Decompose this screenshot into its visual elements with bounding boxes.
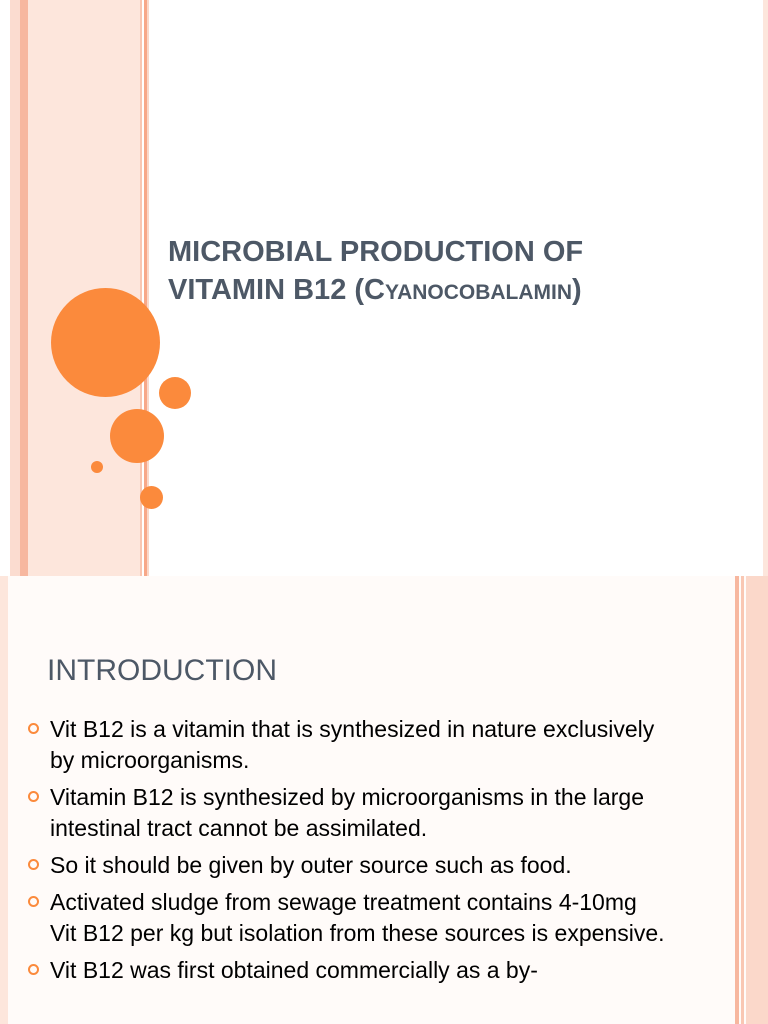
bullet-list bbox=[28, 714, 668, 992]
decorative-stripe bbox=[763, 0, 768, 576]
bullet-item bbox=[28, 850, 668, 881]
decorative-circle-large bbox=[51, 288, 160, 397]
title-line-1: MICROBIAL PRODUCTION OF bbox=[168, 236, 584, 268]
bullet-text: Activated sludge from sewage treatment contains 4-10mg Vit B12 per kg but isolation from these sources is expensive. bbox=[50, 889, 665, 946]
ring-bullet-icon bbox=[28, 859, 39, 870]
ring-bullet-icon bbox=[28, 723, 39, 734]
bullet-text: Vitamin B12 is synthesized by microorganisms in the large intestinal tract cannot be assimilated. bbox=[50, 784, 645, 841]
title-line-2 bbox=[168, 274, 582, 306]
decorative-circle bbox=[110, 409, 164, 463]
introduction-slide bbox=[0, 576, 768, 1024]
decorative-circle bbox=[159, 377, 191, 409]
bullet-item bbox=[28, 887, 668, 949]
slide-heading: INTRODUCTION bbox=[47, 654, 277, 687]
bullet-item bbox=[28, 714, 668, 776]
ring-bullet-icon bbox=[28, 896, 39, 907]
title-line-2-end: ) bbox=[572, 274, 582, 306]
decorative-circle bbox=[140, 486, 163, 509]
slide-title bbox=[168, 233, 728, 312]
decorative-circle-small bbox=[91, 461, 103, 473]
ring-bullet-icon bbox=[28, 964, 39, 975]
decorative-stripe bbox=[10, 0, 20, 576]
decorative-stripe bbox=[741, 576, 744, 1024]
bullet-item bbox=[28, 782, 668, 844]
title-line-2-smallcaps: YANOCOBALAMIN bbox=[384, 281, 573, 304]
bullet-text: Vit B12 was first obtained commercially as a by- bbox=[50, 957, 538, 983]
decorative-stripe bbox=[28, 0, 140, 576]
bullet-text: Vit B12 is a vitamin that is synthesized in nature exclusively by microorganisms. bbox=[50, 716, 655, 773]
decorative-stripe bbox=[735, 576, 739, 1024]
bullet-item bbox=[28, 955, 668, 986]
decorative-stripe bbox=[746, 576, 768, 1024]
bullet-text: So it should be given by outer source such as food. bbox=[50, 852, 572, 878]
decorative-stripe bbox=[0, 576, 8, 1024]
title-line-2-main: VITAMIN B12 (C bbox=[168, 274, 385, 306]
ring-bullet-icon bbox=[28, 791, 39, 802]
decorative-stripe bbox=[20, 0, 28, 576]
